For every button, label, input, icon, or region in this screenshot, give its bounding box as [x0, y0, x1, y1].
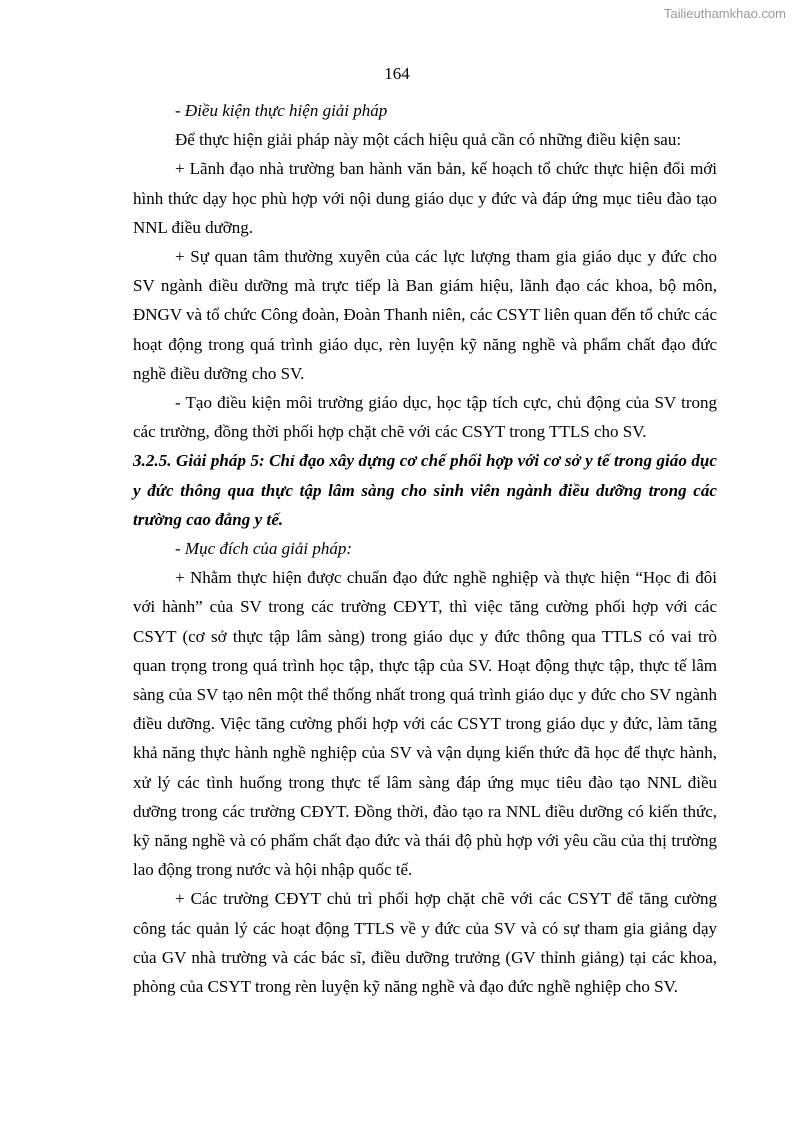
paragraph: + Lãnh đạo nhà trường ban hành văn bản, kế hoạch tổ chức thực hiện đổi mới hình thức dạy học phù hợp với nội dung giáo dục y đức và đáp ứng mục tiêu đào tạo NNL điều dưỡng.	[133, 159, 717, 237]
paragraph: + Các trường CĐYT chủ trì phối hợp chặt chẽ với các CSYT để tăng cường công tác quản lý các hoạt động TTLS về y đức của SV và có sự tham gia giảng dạy của GV nhà trường và các bác sĩ, điều dưỡng trưởng (GV thỉnh giảng) tại các khoa, phòng của CSYT trong rèn luyện kỹ năng nghề và đạo đức nghề nghiệp cho SV.	[133, 889, 717, 997]
paragraph: + Nhằm thực hiện được chuẩn đạo đức nghề nghiệp và thực hiện “Học đi đôi với hành” của SV trong các trường CĐYT, thì việc tăng cường phối hợp với các CSYT (cơ sở thực tập lâm sàng) trong giáo dục y đức thông qua TTLS có vai trò quan trọng trong quá trình học tập, thực tập của SV. Hoạt động thực tập, thực tế lâm sàng của SV tạo nên một thể thống nhất trong quá trình giáo dục y đức cho SV ngành điều dưỡng. Việc tăng cường phối hợp với các CSYT trong giáo dục y đức, làm tăng khả năng thực hành nghề nghiệp của SV và vận dụng kiến thức đã học để thực hành, xử lý các tình huống trong thực tế lâm sàng đáp ứng mục tiêu đào tạo NNL điều dưỡng trong các trường CĐYT. Đồng thời, đào tạo ra NNL điều dưỡng có kiến thức, kỹ năng nghề và có phẩm chất đạo đức và thái độ phù hợp với yêu cầu của thị trường lao động trong nước và hội nhập quốc tế.	[133, 568, 717, 880]
subheading-conditions: - Điều kiện thực hiện giải pháp	[175, 101, 388, 120]
paragraph: + Sự quan tâm thường xuyên của các lực lượng tham gia giáo dục y đức cho SV ngành điều dưỡng mà trực tiếp là Ban giám hiệu, lãnh đạo các khoa, bộ môn, ĐNGV và tổ chức Công đoàn, Đoàn Thanh niên, các CSYT liên quan đến tổ chức các hoạt động trong quá trình giáo dục, rèn luyện kỹ năng nghề và phẩm chất đạo đức nghề điều dưỡng cho SV.	[133, 247, 718, 383]
paragraph: - Tạo điều kiện môi trường giáo dục, học tập tích cực, chủ động của SV trong các trường, đồng thời phối hợp chặt chẽ với các CSYT trong TTLS cho SV.	[133, 393, 717, 442]
subheading-purpose: - Mục đích của giải pháp:	[175, 539, 353, 559]
document-body	[133, 96, 717, 1001]
watermark-text: Tailieuthamkhao.com	[663, 6, 786, 21]
page-number: 164	[384, 64, 410, 83]
paragraph: Để thực hiện giải pháp này một cách hiệu quả cần có những điều kiện sau:	[175, 130, 682, 150]
section-heading: 3.2.5. Giải pháp 5: Chỉ đạo xây dựng cơ chế phối hợp với cơ sở y tế trong giáo dục y đức thông qua thực tập lâm sàng cho sinh viên ngành điều dưỡng trong các trường cao đẳng y tế.	[133, 451, 717, 529]
